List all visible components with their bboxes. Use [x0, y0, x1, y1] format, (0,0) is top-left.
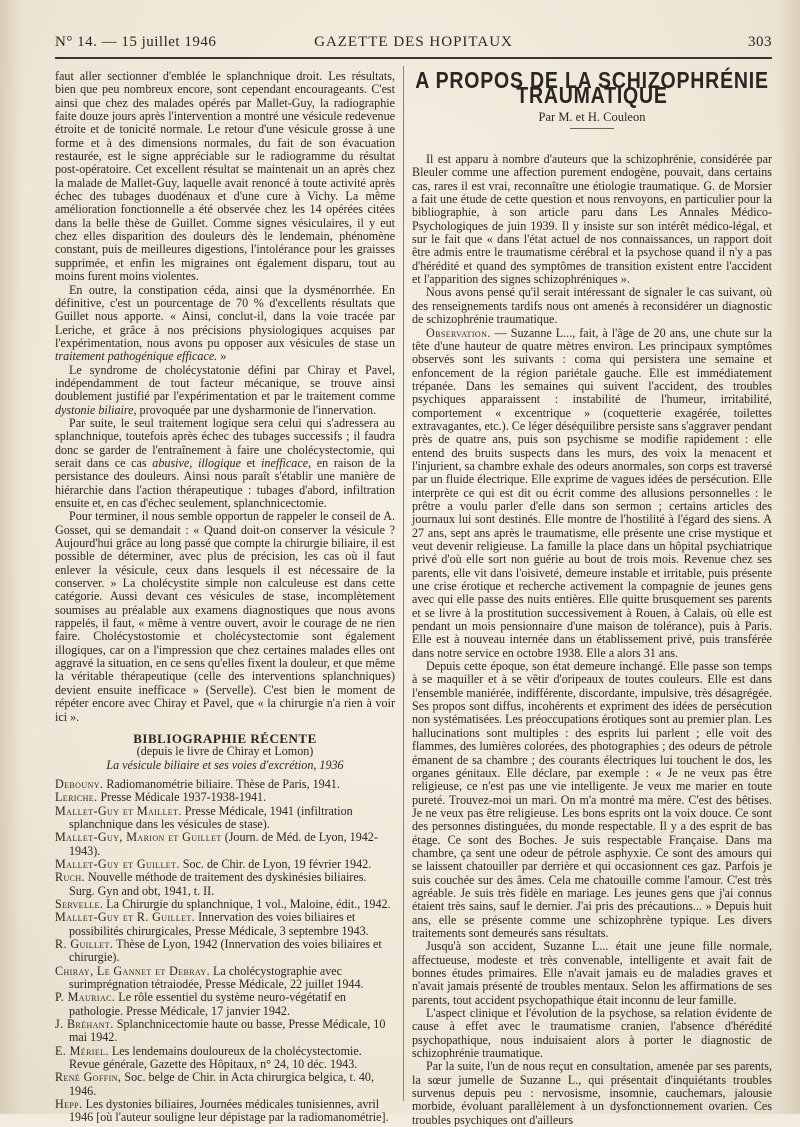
reference-author: Hepp.: [55, 1097, 83, 1112]
reference-entry: [55, 805, 395, 832]
reference-entry: [55, 1098, 395, 1125]
left-paragraph-4: [55, 417, 395, 510]
reference-text: Radiomanométrie biliaire. Thèse de Paris, 1941.: [103, 776, 340, 791]
right-paragraph-7: Par la suite, l'un de nous reçut en consultation, amenée par ses parents, la sœur jumelle de Suzanne L., qui présentait d'inquiétants troubles survenus depuis peu : nervosisme, insomnie, cauchemars, jalousie morbide, évoluant parallèlement à un dysfonctionnement ovarien. Ces troubles psychiques ont d'ailleurs: [412, 1059, 772, 1127]
reference-entry: [55, 791, 395, 804]
right-paragraph-2: Nous avons pensé qu'il serait intéressant de signaler le cas suivant, où des renseignements tardifs nous ont amenés à reconsidérer un diagnostic de schizophrénie traumatique.: [412, 285, 772, 327]
reference-author: Mallet-Guy et Maillet.: [55, 803, 182, 818]
reference-entry: [55, 831, 395, 858]
reference-text: Innervation des voies biliaires et possibilités chirurgicales, Presse Médicale, 3 septembre 1943.: [69, 910, 369, 938]
bibliography-subtitle: (depuis le livre de Chiray et Lomon): [136, 744, 314, 759]
reference-text: La Chirurgie du splanchnique, 1 vol., Maloine, édit., 1942.: [103, 896, 391, 911]
reference-text: Soc. de Chir. de Lyon, 19 février 1942.: [179, 856, 372, 871]
left-paragraph-3: [55, 364, 395, 417]
observation-label: Observation.: [426, 325, 491, 340]
reference-author: Mallet-Guy et R. Guillet.: [55, 910, 196, 925]
reference-author: P. Mauriac.: [55, 990, 116, 1005]
text-run: Par suite, le seul traitement logique sera celui qui s'adressera au splanchnique, toutefois après échec des tubages successifs ; il faudra donc se garder de l'entraînement à faire une cholécystectomie, qui serait dans ce cas: [55, 415, 395, 470]
paper-edge-shadow-right: [778, 0, 800, 1114]
reference-text: Presse Médicale, 1941 (infiltration splanchnique dans les vésicules de stase).: [69, 803, 353, 831]
reference-author: Mallet-Guy et Guillet.: [55, 856, 180, 871]
reference-text: (Journ. de Méd. de Lyon, 1942-1943).: [69, 830, 378, 858]
right-paragraph-5: Jusqu'à son accident, Suzanne L... était une jeune fille normale, affectueuse, modeste et très convenable, intelligente et avait fait de bonnes études primaires. Elle n'avait jamais eu de maladies graves et n'avait jamais présenté de troubles mentaux. Selon les affirmations de ses parents, tout accident psychopathique était inconnu de leur famille.: [412, 939, 772, 1007]
article-author: Par M. et H. Couleon: [538, 109, 646, 124]
reference-author: Leriche.: [55, 790, 98, 805]
emphasis-text: traitement pathogénique efficace.: [55, 349, 218, 364]
reference-text: Splanchnicectomie haute ou basse, Presse Médicale, 10 mai 1942.: [69, 1017, 386, 1045]
reference-author: R. Guillet.: [55, 937, 114, 951]
text-run: et: [240, 455, 262, 470]
reference-author: Mallet-Guy, Marion et Guillet: [55, 830, 222, 845]
page-number: 303: [748, 34, 772, 50]
reference-entry: [55, 965, 395, 992]
reference-entry: [55, 911, 395, 938]
paper-edge-shadow-left: [0, 0, 22, 1114]
reference-author: J. Bréhant.: [55, 1017, 114, 1032]
left-paragraph-5: Pour terminer, il nous semble opportun de rappeler le conseil de A. Gosset, qui se demandait : « Quand doit-on conserver la vésicule ? Aujourd'hui grâce au long passé que compte la chirurgie biliaire, il est possible de déterminer, avec plus de précision, les cas où il faut enlever la vésicule, ceux dans lesquels il est nécessaire de la conserver. » La cholécystite simple non calculeuse est dans cette catégorie. Aussi devant ces vésicules de stase, incomplètement soumises au préalable aux examens diagnostiques que nous avons rappelés, il faut, « même à ventre ouvert, avoir le courage de ne rien faire. Cholécystostomie et cholécystectomie sont également illogiques, car on a l'impression que chez certaines malades elles ont aggravé la situation, en ce sens qu'elles fixent la douleur, et que même la véritable thérapeutique (celle des interventions splanchniques) devient ensuite inefficace » (Servelle). C'est bien le moment de répéter encore avec Chiray et Pavel, que « la chirurgie n'a rien à voir ici ».: [55, 509, 395, 724]
reference-author: Ruch.: [55, 870, 85, 885]
right-paragraph-6: L'aspect clinique et l'évolution de la psychose, sa relation évidente de cause à effet avec le traumatisme cranien, l'absence d'hérédité psychopathique, nous induisaient alors à porter le diagnostic de schizophrénie traumatique.: [412, 1006, 772, 1061]
reference-entry: [55, 871, 395, 898]
bibliography-subtitle-2: La vésicule biliaire et ses voies d'excrétion, 1936: [106, 757, 344, 772]
title-rule: [570, 128, 614, 129]
reference-author: E. Mériel.: [55, 1043, 109, 1058]
reference-author: Chiray, Le Gannet et Debray.: [55, 963, 211, 978]
observation-paragraph: [412, 327, 772, 661]
reference-author: Servelle.: [55, 896, 104, 911]
right-paragraph-1: Il est apparu à nombre d'auteurs que la schizophrénie, considérée par Bleuler comme une affection purement endogène, pouvait, dans certains cas, rares il est vrai, reconnaître une étiologie traumatique. G. de Morsier a fait une étude de cette question et nous renvoyons, en particulier pour la bibliographie, à son article paru dans Les Annales Médico-Psychologiques de juin 1939. Il y insiste sur son intérêt médico-légal, et sur le fait que « dans l'état actuel de nos connaissances, un rapport doit être admis entre le traumatisme cérébral et la psychose quand il n'y a pas d'hérédité et quand des symptômes de transition existent entre l'accident et l'apparition des signes schizophréniques ».: [412, 152, 772, 287]
reference-text: Le rôle essentiel du système neuro-végétatif en pathologie. Presse Médicale, 17 janvier 1942.: [69, 990, 346, 1018]
left-column: [55, 70, 395, 1125]
reference-entry: [55, 778, 395, 791]
reference-text: La cholécystographie avec surimprégnation tétraiodée, Presse Médicale, 22 juillet 1944.: [69, 963, 364, 992]
article-title: A PROPOS DE LA SCHIZOPHRÉNIE TRAUMATIQUE: [415, 67, 769, 110]
left-paragraph-2: [55, 284, 395, 364]
bibliography-title: BIBLIOGRAPHIE RÉCENTE: [133, 730, 317, 746]
reference-text: Les lendemains douloureux de la cholécystectomie. Revue générale, Gazette des Hôpitaux, n° 24, 10 déc. 1943.: [69, 1043, 362, 1072]
text-run: — Suzanne L..., fait, à l'âge de 20 ans, une chute sur la tête d'une hauteur de quatre mètres environ. Les principaux symptômes observés sont les suivants : coma qui persistera une semaine et enfoncement de la région pariétale gauche. Elle est immédiatement trépanée. Dans les semaines qui suivent l'accident, des troubles psychiques apparaissent : instabilité de l'humeur, irritabilité, comportement « excentrique » (coquetterie exagérée, toilettes extravagantes, etc.). Ce léger déséquilibre persiste sans s'aggraver pendant près de quatre ans, puis son psychisme se modifie rapidement : elle entend des bruits suspects dans les murs, des voix la menacent et l'injurient, sa chambre exhale des odeurs anormales, son corps est traversé par un fluide électrique. Elle exprime de vagues idées de persécution. Elle interprète ce qui est dit ou écrit comme des allusions personnelles : le prêtre a voulu parler d'elle dans son sermon ; certains articles des journaux lui sont destinés. Elle montre de l'hostilité à l'égard des siens. A 27 ans, sept ans après le traumatisme, elle présente une crise mystique et veut devenir religieuse. La famille la place dans un hôpital psychiatrique privé d'où elle sort non guérie au bout de trois mois. Revenue chez ses parents, elle vit dans l'oisiveté, demeure instable et irritable, puis présente une crise érotique et recherche activement la compagnie de jeunes gens avec qui elle passe des nuits entières. Elle quitte brusquement ses parents et se livre à la prostitution successivement à Rouen, à Calais, où elle est pendant un mois pensionnaire d'une maison de tolérance), puis à Paris. Elle est à nouveau internée dans un établissement privé, puis transférée dans notre service en octobre 1938. Elle a alors 31 ans.: [412, 325, 772, 660]
reference-author: Debouny.: [55, 776, 104, 791]
reference-entry: [55, 898, 395, 911]
emphasis-text: abusive, illogique: [152, 455, 241, 470]
reference-entry: [55, 991, 395, 1018]
reference-text: Nouvelle méthode de traitement des dyskinésies biliaires. Surg. Gyn and obt, 1941, t. II.: [69, 870, 367, 898]
emphasis-text: inefficace,: [261, 455, 312, 470]
left-paragraph-1: faut aller sectionner d'emblée le splanchnique droit. Les résultats, bien que peu nombreux encore, sont cependant encourageants. C'est ainsi que chez des malades opérés par Mallet-Guy, la radiographie faite douze jours après l'intervention a montré une vésicule redevenue étroite et de tonicité normale. Le retour d'une vésicule grosse à une forme et à des dimensions normales, du fait de son évacuation restaurée, est le signe appréciable sur le radiogramme du résultat post-opératoire. Cet excellent résultat se maintenait un an après chez la malade de Mallet-Guy, laquelle avait renoncé à toute activité après échec des tubages duodénaux et d'une cure à Vichy. La même amélioration fonctionnelle a été observée chez les 14 opérées citées dans la belle thèse de Guillet. Comme signes vésiculaires, il y eut chez elles disparition des douleurs dès le lendemain, phénomène constant, puis de meilleures digestions, l'intolérance pour les graisses supprimée, et enfin les migraines ont également disparu, tout au moins furent moins violentes.: [55, 69, 395, 284]
reference-list: [55, 778, 395, 1125]
journal-title: GAZETTE DES HOPITAUX: [314, 34, 513, 50]
right-column: [412, 67, 772, 1127]
reference-entry: [55, 1018, 395, 1045]
right-paragraph-4: Depuis cette époque, son état demeure inchangé. Elle passe son temps à se maquiller et à se vêtir d'oripeaux de toutes couleurs. Elle est dans l'ensemble maniérée, indifférente, discordante, impulsive, très désagrégée. Ses propos sont diffus, incohérents et expriment des idées de persécution non systématisées. Les préoccupations érotiques sont au premier plan. Les hallucinations sont multiples : des esprits lui parlent ; elle voit des flammes, des lumières colorées, des photographies ; des odeurs de pétrole émanent de sa chambre ; des courants électriques lui touchent le dos, les organes génitaux. Elle déclare, par exemple : « Je ne veux pas être religieuse, ce n'est pas une vie intelligente. Je veux me marier en toute pureté. Trouvez-moi un mari. On m'a montré ma mère. C'est des bêtises. Je ne veux pas être religieuse. Les bons esprits ont la voix douce. Ce sont des personnes distinguées, du monde respectable. Il y a des esprit de bas étage. Ce sont des Boches. Je suis respectable Française. Dans ma chambre, ça sent une odeur de pétrole asphyxie. Ce sont des amours qui se laissent chatouiller par derrière et qui occasionnent ces gaz. Parfois je suis couchée sur des âmes. Cela me chatouille comme l'amour. C'est très agréable. Je suis très fidèle en mariage. Les jeunes gens que j'ai connus étaient très sains, sauf le dernier. J'ai pris des précautions... » Depuis huit ans, elle se présente comme une schizophrène typique. Les divers traitements sont demeurés sans résultats.: [412, 659, 772, 940]
reference-author: René Goffin,: [55, 1070, 122, 1085]
emphasis-text: dystonie biliaire,: [55, 402, 137, 417]
text-run: Le syndrome de cholécystatonie défini par Chiray et Pavel, indépendamment de tout facteur mécanique, se trouve ainsi doublement justifié par l'expérimentation et par le traitement comme: [55, 362, 395, 404]
reference-entry: [55, 1071, 395, 1098]
reference-text: Thèse de Lyon, 1942 (Innervation des voies biliaires et chirurgie).: [69, 937, 382, 965]
text-run: »: [217, 349, 227, 364]
text-run: provoquée par une dysharmonie de l'innervation.: [136, 402, 377, 417]
text-run: En outre, la constipation céda, ainsi que la dysménorrhée. En définitive, c'est un pourcentage de 70 % d'excellents résultats que Guillet nous apporte. « Ainsi, conclut-il, dans la voie tracée par Leriche, et grâce à nos précisions physiologiques acquises par l'expérimentation, nous avons pu opposer aux vésicules de stase un: [55, 282, 395, 350]
running-header: [55, 30, 772, 56]
reference-text: Les dystonies biliaires, Journées médicales tunisiennes, avril 1946 [où l'auteur souligne leur dépistage par la radiomanométrie].: [69, 1097, 389, 1125]
reference-entry: [55, 1045, 395, 1072]
issue-date: N° 14. — 15 juillet 1946: [55, 34, 217, 50]
column-divider: [403, 66, 404, 1101]
reference-text: Presse Médicale 1937-1938-1941.: [97, 790, 267, 805]
reference-text: Soc. belge de Chir. in Acta chirurgica belgica, t. 40, 1946.: [69, 1070, 374, 1098]
text-run: en raison de la persistance des douleurs. Ainsi nous paraît s'établir une manière de hiérarchie dans l'action thérapeutique : tubages d'abord, infiltration ensuite et, en cas d'échec seulement, splanchnicectomie.: [55, 455, 395, 510]
reference-entry: [55, 858, 395, 871]
reference-entry: [55, 938, 395, 965]
header-rule: [55, 57, 772, 59]
